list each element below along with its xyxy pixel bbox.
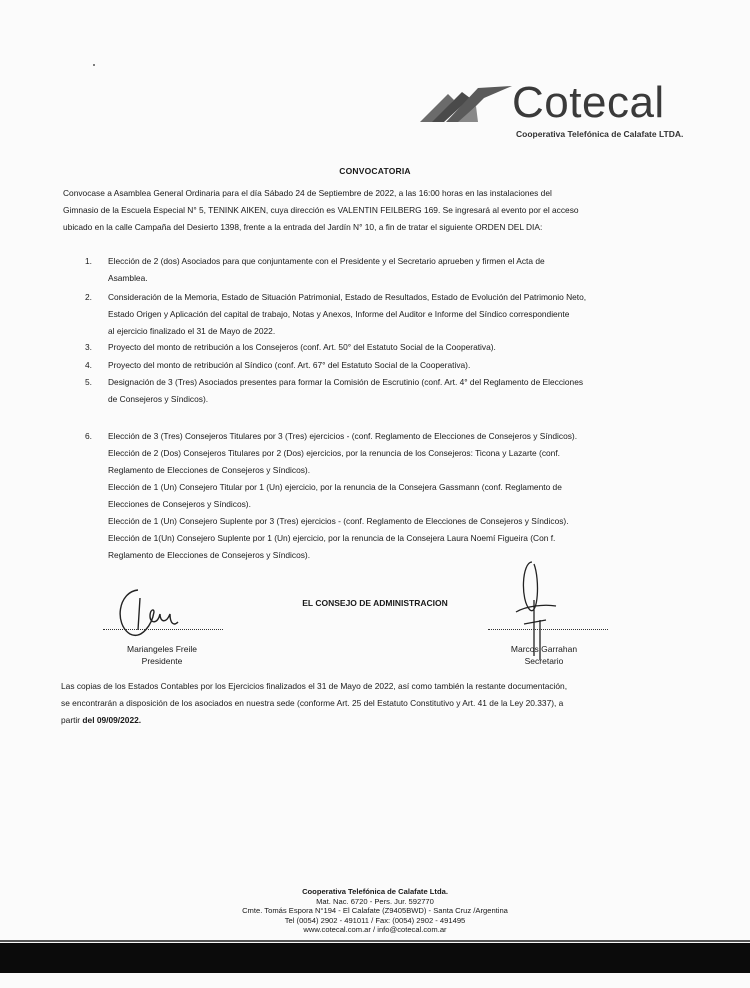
agenda-line: Elección de 3 (Tres) Consejeros Titulares por 3 (Tres) ejercicios - (conf. Reglamento de Elecciones de Consejeros y Síndicos). xyxy=(108,431,578,441)
agenda-line: Elección de 1(Un) Consejero Suplente por 1 (Un) ejercicio, por la renuncia de la Consejera Laura Noemí Figueira (Con f. xyxy=(108,533,556,543)
footer-rule xyxy=(0,940,750,942)
footer-bar xyxy=(0,943,750,973)
scan-speck xyxy=(93,64,95,66)
logo-subtitle: Cooperativa Telefónica de Calafate LTDA. xyxy=(516,129,684,139)
council-heading: EL CONSEJO DE ADMINISTRACION xyxy=(302,598,448,608)
agenda-number: 1. xyxy=(85,256,92,266)
closing-prefix: partir xyxy=(61,715,83,725)
agenda-line: Proyecto del monto de retribución a los Consejeros (conf. Art. 50° del Estatuto Social de la Cooperativa). xyxy=(108,342,496,352)
agenda-number: 2. xyxy=(85,292,92,302)
letterhead-footer xyxy=(0,887,750,935)
closing-paragraph xyxy=(61,678,693,729)
footer-phones: Tel (0054) 2902 - 491011 / Fax: (0054) 2902 - 491495 xyxy=(284,915,466,925)
agenda-line: de Consejeros y Síndicos). xyxy=(108,394,209,404)
agenda-number: 5. xyxy=(85,377,92,387)
agenda-item xyxy=(63,357,689,374)
document-title: CONVOCATORIA xyxy=(339,166,411,176)
agenda-item xyxy=(63,339,689,356)
agenda-line: Reglamento de Elecciones de Consejeros y Síndicos). xyxy=(108,550,311,560)
agenda-item xyxy=(63,374,689,408)
footer-org: Cooperativa Telefónica de Calafate Ltda. xyxy=(302,887,448,896)
secretary-role: Secretario xyxy=(524,656,564,666)
signature-line xyxy=(488,629,608,630)
agenda-line: Asamblea. xyxy=(108,273,148,283)
closing-line: se encontrarán a disposición de los asociados en nuestra sede (conforme Art. 25 del Estatuto Constitutivo y Art. 41 de la Ley 20.337), a xyxy=(61,698,564,708)
agenda-item xyxy=(63,253,689,287)
agenda-line: Elección de 1 (Un) Consejero Titular por 1 (Un) ejercicio, por la renuncia de la Consejera Gassmann (conf. Reglamento de xyxy=(108,482,562,492)
agenda-number: 3. xyxy=(85,342,92,352)
closing-date: del 09/09/2022. xyxy=(82,715,142,725)
signature-line xyxy=(103,629,223,630)
agenda-line: Elección de 1 (Un) Consejero Suplente por 3 (Tres) ejercicios - (conf. Reglamento de Elecciones de Consejeros y Síndicos). xyxy=(108,516,569,526)
cotecal-logo-icon xyxy=(418,84,514,124)
intro-line: Convocase a Asamblea General Ordinaria para el día Sábado 24 de Septiembre de 2022, a las 16:00 horas en las instalaciones del xyxy=(63,188,552,198)
president-name: Mariangeles Freile xyxy=(127,644,197,654)
secretary-name: Marcos Garrahan xyxy=(510,644,578,654)
agenda-number: 6. xyxy=(85,431,92,441)
agenda-line: Reglamento de Elecciones de Consejeros y Síndicos). xyxy=(108,465,311,475)
agenda-line: Estado Origen y Aplicación del capital de trabajo, Notas y Anexos, Informe del Auditor e Informe del Síndico correspondiente xyxy=(108,309,570,319)
agenda-line: Elecciones de Consejeros y Síndicos). xyxy=(108,499,251,509)
intro-line: ubicado en la calle Campaña del Desierto 1398, frente a la entrada del Jardín N° 10, a fin de tratar el siguiente ORDEN DEL DIA: xyxy=(63,222,543,232)
agenda-item xyxy=(63,428,689,564)
agenda-item xyxy=(63,289,689,340)
closing-line xyxy=(61,712,693,729)
intro-line: Gimnasio de la Escuela Especial N° 5, TENINK AIKEN, cuya dirección es VALENTIN FEILBERG 169. Se ingresará al evento por el acceso xyxy=(63,205,579,215)
footer-address: Cmte. Tomás Espora N°194 - El Calafate (Z9405BWD) - Santa Cruz /Argentina xyxy=(242,906,508,915)
agenda-number: 4. xyxy=(85,360,92,370)
agenda-line: Proyecto del monto de retribución al Síndico (conf. Art. 67° del Estatuto Social de la Cooperativa). xyxy=(108,360,471,370)
agenda-line: Designación de 3 (Tres) Asociados presentes para formar la Comisión de Escrutinio (conf. Art. 4° del Reglamento de Elecciones xyxy=(108,377,584,387)
footer-registration: Mat. Nac. 6720 - Pers. Jur. 592770 xyxy=(316,896,434,906)
agenda-line: al ejercicio finalizado el 31 de Mayo de 2022. xyxy=(108,326,276,336)
logo-wordmark: Cotecal xyxy=(512,78,665,127)
footer-web: www.cotecal.com.ar / info@cotecal.com.ar xyxy=(303,925,447,934)
president-role: Presidente xyxy=(141,656,183,666)
agenda-line: Elección de 2 (Dos) Consejeros Titulares por 2 (Dos) ejercicios, por la renuncia de los Consejeros: Ticona y Lazarte (conf. xyxy=(108,448,560,458)
secretary-signature-block xyxy=(474,643,614,667)
agenda-line: Consideración de la Memoria, Estado de Situación Patrimonial, Estado de Resultados, Estado de Evolución del Patrimonio Neto, xyxy=(108,292,587,302)
president-signature xyxy=(108,584,180,640)
intro-paragraph xyxy=(63,185,689,236)
agenda-line: Elección de 2 (dos) Asociados para que conjuntamente con el Presidente y el Secretario aprueben y firmen el Acta de xyxy=(108,256,545,266)
president-signature-block xyxy=(92,643,232,667)
closing-line: Las copias de los Estados Contables por los Ejercicios finalizados el 31 de Mayo de 2022, así como también la restante documentación, xyxy=(61,681,568,691)
